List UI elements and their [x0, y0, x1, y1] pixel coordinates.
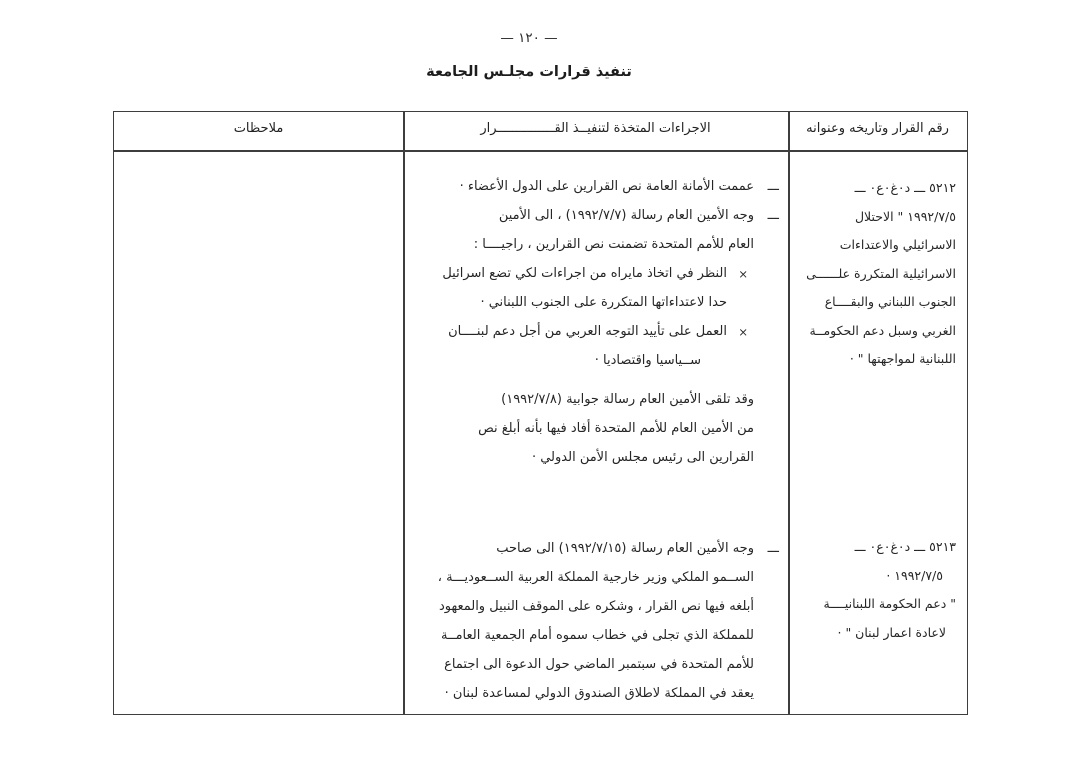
procedure-subitem	[405, 259, 779, 317]
notes-cell-empty	[114, 150, 403, 714]
text-line: حدا لاعتداءاتها المتكررة على الجنوب اللبناني ·	[480, 295, 727, 310]
decision-text-line: ٥٢١٣ ـــ د٠غ٠ع٠ ـــ	[854, 539, 956, 554]
document-title: تنفيذ قرارات مجلـس الجامعة	[426, 64, 632, 80]
decision-text-line: الغربي وسبل دعم الحكومــة	[809, 322, 956, 338]
dash-bullet: ـــ	[767, 179, 779, 194]
procedure-item-text	[405, 201, 754, 259]
decision-text-line: ٥٢١٢ ـــ د٠غ٠ع٠ ـــ	[854, 180, 956, 195]
text-line: النظر في اتخاذ مايراه من اجراءات لكي تضع اسرائيل	[442, 266, 727, 281]
decision-cell-5212	[790, 174, 963, 374]
text-line: ســياسيا واقتصاديا ·	[594, 353, 701, 368]
text-line: الســمو الملكي وزير خارجية المملكة العربية الســعوديـــة ،	[437, 570, 754, 585]
decision-text-line: ١٩٩٢/٧/٥ ·	[886, 567, 943, 583]
dash-bullet: ـــ	[767, 208, 779, 223]
text-line: العام للأمم المتحدة تضمنت نص القرارين ، راجيــــا :	[473, 237, 754, 252]
dash-bullet: ـــ	[767, 541, 779, 556]
decision-text-line: لاعادة اعمار لبنان " ·	[837, 624, 946, 640]
decision-cell-5213	[790, 533, 963, 647]
text-line: وجه الأمين العام رسالة (١٩٩٢/٧/٧) ، الى الأمين	[498, 208, 754, 223]
page-number: — ١٢٠ —	[500, 30, 558, 46]
text-line: للمملكة الذي تجلى في خطاب سموه أمام الجمعية العامــة	[441, 628, 754, 643]
procedure-paragraph	[405, 385, 779, 472]
text-line: وجه الأمين العام رسالة (١٩٩٢/٧/١٥) الى صاحب	[496, 541, 754, 556]
procedure-item-text	[405, 317, 727, 375]
text-line: من الأمين العام للأمم المتحدة أفاد فيها بأنه أبلغ نص	[478, 421, 754, 436]
procedure-item-text	[405, 259, 727, 317]
decision-text-line: الاسرائيلية المتكررة علــــــى	[806, 265, 956, 281]
decision-text-line: " دعم الحكومة اللبنانيــــة	[823, 596, 956, 611]
text-line: للأمم المتحدة في سبتمبر الماضي حول الدعوة الى اجتماع	[444, 657, 754, 672]
column-header-decision: رقم القرار وتاريخه وعنوانه	[806, 121, 949, 136]
column-header-procedures: الاجراءات المتخذة لتنفيــذ القـــــــــــــــرار	[480, 121, 711, 136]
text-line: وقد تلقى الأمين العام رسالة جوابية (١٩٩٢/٧/٨)	[501, 392, 754, 407]
column-header-notes: ملاحظات	[233, 121, 284, 136]
procedure-item	[405, 172, 779, 201]
procedure-item	[405, 534, 779, 708]
text-line: يعقد في المملكة لاطلاق الصندوق الدولي لمساعدة لبنان ·	[444, 686, 754, 701]
text-line: العمل على تأييد التوجه العربي من أجل دعم لبنــــان	[448, 324, 727, 339]
decisions-table	[113, 111, 968, 715]
text-line: القرارين الى رئيس مجلس الأمن الدولي ·	[531, 450, 754, 465]
procedures-cell-5212	[405, 172, 786, 472]
procedure-item-text	[405, 172, 754, 201]
x-bullet: ×	[738, 267, 748, 281]
text-line: أبلغه فيها نص القرار ، وشكره على الموقف النبيل والمعهود	[438, 599, 754, 614]
decision-text-line: الجنوب اللبناني والبقــــاع	[824, 294, 956, 309]
x-bullet: ×	[738, 325, 748, 339]
procedure-item	[405, 201, 779, 259]
decision-text-line: اللبنانية لمواجهتها " ·	[849, 351, 956, 366]
decision-text-line: الاسرائيلي والاعتداءات	[839, 237, 956, 252]
procedures-cell-5213	[405, 534, 786, 708]
decision-text-line: ١٩٩٢/٧/٥ " الاحتلال	[854, 208, 956, 224]
procedure-item-text	[405, 534, 754, 708]
text-line: عممت الأمانة العامة نص القرارين على الدول الأعضاء ·	[459, 179, 754, 194]
procedure-subitem	[405, 317, 779, 375]
